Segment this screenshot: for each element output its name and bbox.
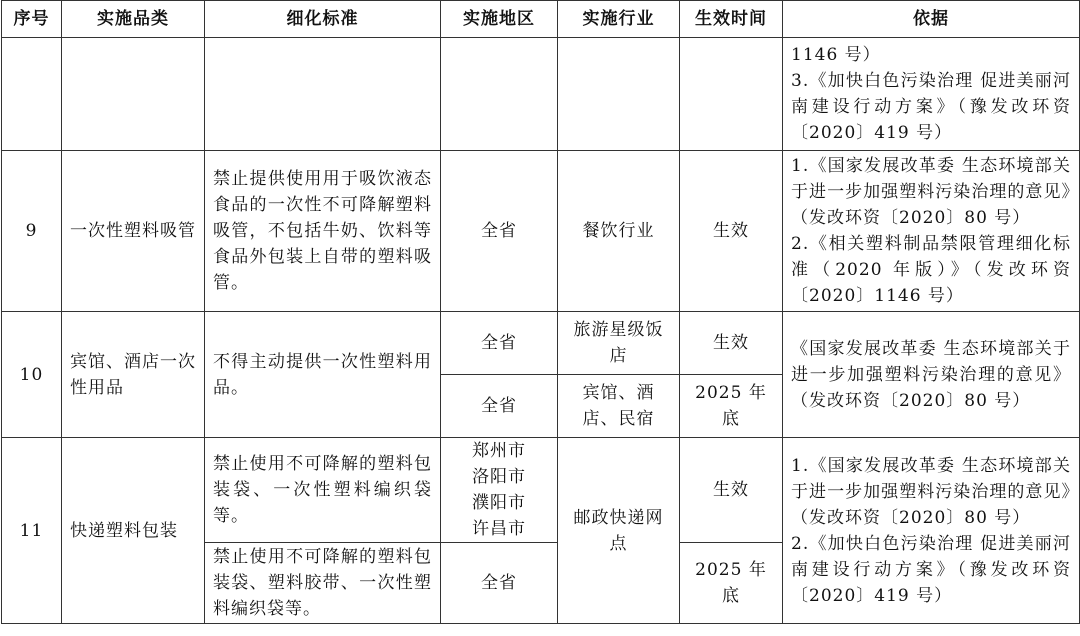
row11-time-2: 2025 年底 (680, 543, 783, 624)
row9-no: 9 (2, 151, 62, 312)
row8-time (680, 38, 783, 151)
header-category: 实施品类 (62, 1, 205, 38)
row11-industry: 邮政快递网点 (558, 438, 680, 624)
row10-industry-1: 旅游星级饭店 (558, 312, 680, 375)
row11-standard-2: 禁止使用不可降解的塑料包装袋、塑料胶带、一次性塑料编织袋等。 (205, 543, 441, 624)
row11-basis: 1.《国家发展改革委 生态环境部关于进一步加强塑料污染治理的意见》（发改环资〔2020〕80 号） 2.《加快白色污染治理 促进美丽河南建设行动方案》（豫发改环资〔2020〕419 号） (783, 438, 1080, 624)
row8-category (62, 38, 205, 151)
header-standard: 细化标准 (205, 1, 441, 38)
row11-region-2: 全省 (441, 543, 558, 624)
row11-category: 快递塑料包装 (62, 438, 205, 624)
row10-region-2: 全省 (441, 375, 558, 438)
row10-region-1: 全省 (441, 312, 558, 375)
row9-time: 生效 (680, 151, 783, 312)
row11-no: 11 (2, 438, 62, 624)
row10-category: 宾馆、酒店一次性用品 (62, 312, 205, 438)
header-time: 生效时间 (680, 1, 783, 38)
row10-standard: 不得主动提供一次性塑料用品。 (205, 312, 441, 438)
row10-no: 10 (2, 312, 62, 438)
header-region: 实施地区 (441, 1, 558, 38)
row9-region: 全省 (441, 151, 558, 312)
row9-industry: 餐饮行业 (558, 151, 680, 312)
row8-region (441, 38, 558, 151)
row8-no (2, 38, 62, 151)
row9-category: 一次性塑料吸管 (62, 151, 205, 312)
row11-standard-1: 禁止使用不可降解的塑料包装袋、一次性塑料编织袋等。 (205, 438, 441, 543)
row9-standard: 禁止提供使用用于吸饮液态食品的一次性不可降解塑料吸管，不包括牛奶、饮料等食品外包装上自带的塑料吸管。 (205, 151, 441, 312)
header-industry: 实施行业 (558, 1, 680, 38)
table-header-row (2, 1, 1080, 38)
table-row (2, 151, 1080, 312)
row10-industry-2: 宾馆、酒店、民宿 (558, 375, 680, 438)
regulation-table (1, 0, 1080, 624)
row11-region-1: 郑州市 洛阳市 濮阳市 许昌市 (441, 438, 558, 543)
row8-industry (558, 38, 680, 151)
row10-basis: 《国家发展改革委 生态环境部关于进一步加强塑料污染治理的意见》（发改环资〔2020〕80 号） (783, 312, 1080, 438)
header-no: 序号 (2, 1, 62, 38)
row10-time-2: 2025 年底 (680, 375, 783, 438)
table-row (2, 38, 1080, 151)
row8-standard (205, 38, 441, 151)
table-row (2, 438, 1080, 543)
row10-time-1: 生效 (680, 312, 783, 375)
row9-basis: 1.《国家发展改革委 生态环境部关于进一步加强塑料污染治理的意见》（发改环资〔2020〕80 号） 2.《相关塑料制品禁限管理细化标准（2020 年版）》（发改环资〔2020〕1146 号） (783, 151, 1080, 312)
table-row (2, 312, 1080, 375)
row11-time-1: 生效 (680, 438, 783, 543)
header-basis: 依据 (783, 1, 1080, 38)
row8-basis: 1146 号） 3.《加快白色污染治理 促进美丽河南建设行动方案》（豫发改环资〔2020〕419 号） (783, 38, 1080, 151)
